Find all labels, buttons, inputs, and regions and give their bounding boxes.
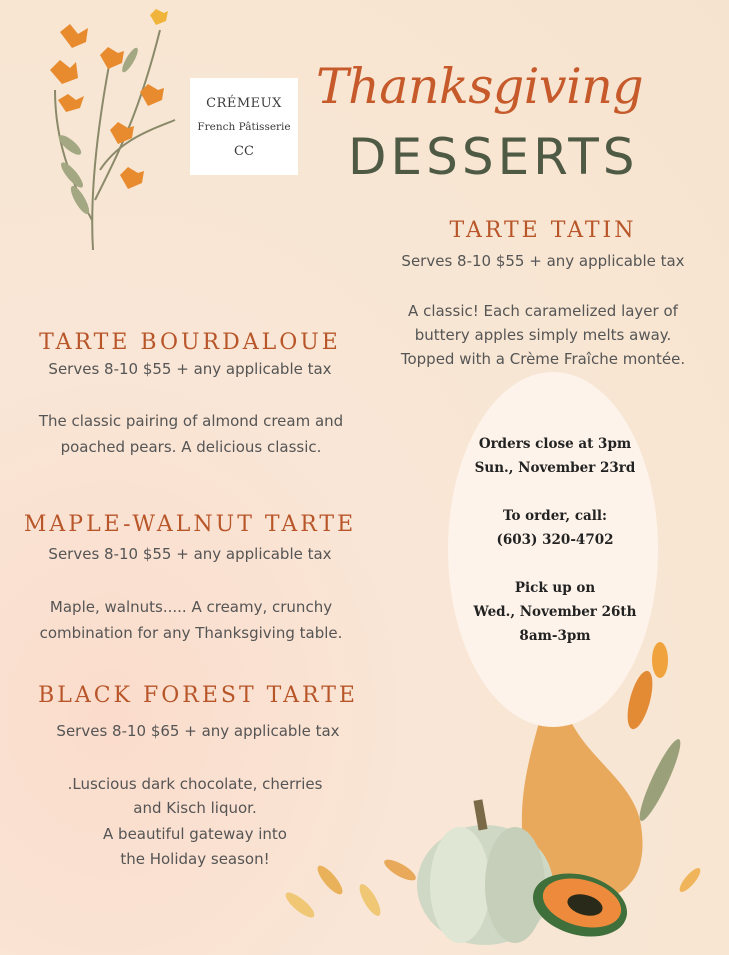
script-title: Thanksgiving bbox=[316, 58, 644, 115]
item-description-line: buttery apples simply melts away. bbox=[414, 326, 672, 344]
item-title-maple-walnut-tarte: MAPLE-WALNUT TARTE bbox=[23, 512, 357, 537]
item-description-line: combination for any Thanksgiving table. bbox=[39, 624, 343, 642]
item-description-line: and Kisch liquor. bbox=[133, 799, 257, 817]
pickup-hours: 8am-3pm bbox=[519, 628, 591, 644]
item-serves: Serves 8-10 $55 + any applicable tax bbox=[401, 252, 685, 270]
item-serves: Serves 8-10 $65 + any applicable tax bbox=[56, 722, 340, 740]
orders-close-text: Orders close at 3pm bbox=[478, 436, 632, 452]
pickup-date: Wed., November 26th bbox=[473, 604, 637, 620]
item-description-line: Maple, walnuts..... A creamy, crunchy bbox=[49, 598, 333, 616]
brand-subtitle: French Pâtisserie bbox=[197, 121, 291, 133]
item-description-line: The classic pairing of almond cream and bbox=[38, 412, 344, 430]
brand-name: CRÉMEUX bbox=[206, 96, 282, 111]
item-description-line: the Holiday season! bbox=[120, 850, 270, 868]
item-description-line: Topped with a Crème Fraîche montée. bbox=[400, 350, 686, 368]
item-serves: Serves 8-10 $55 + any applicable tax bbox=[48, 545, 332, 563]
order-phone-number: (603) 320-4702 bbox=[496, 532, 614, 548]
item-title-tarte-bourdaloue: TARTE BOURDALOUE bbox=[39, 330, 341, 355]
item-description-line: A classic! Each caramelized layer of bbox=[408, 302, 678, 320]
item-title-black-forest-tarte: BLACK FOREST TARTE bbox=[38, 683, 358, 708]
item-description-line: A beautiful gateway into bbox=[103, 825, 287, 843]
item-description-line: poached pears. A delicious classic. bbox=[60, 438, 322, 456]
orders-close-date: Sun., November 23rd bbox=[474, 460, 636, 476]
item-title-tarte-tatin: TARTE TATIN bbox=[449, 218, 637, 243]
pickup-label: Pick up on bbox=[514, 580, 596, 596]
brand-monogram: CC bbox=[234, 144, 254, 159]
page-title: DESSERTS bbox=[348, 128, 639, 186]
item-description-line: .Luscious dark chocolate, cherries bbox=[67, 775, 323, 793]
brand-logo bbox=[190, 78, 298, 175]
order-call-label: To order, call: bbox=[502, 508, 608, 524]
item-serves: Serves 8-10 $55 + any applicable tax bbox=[48, 360, 332, 378]
